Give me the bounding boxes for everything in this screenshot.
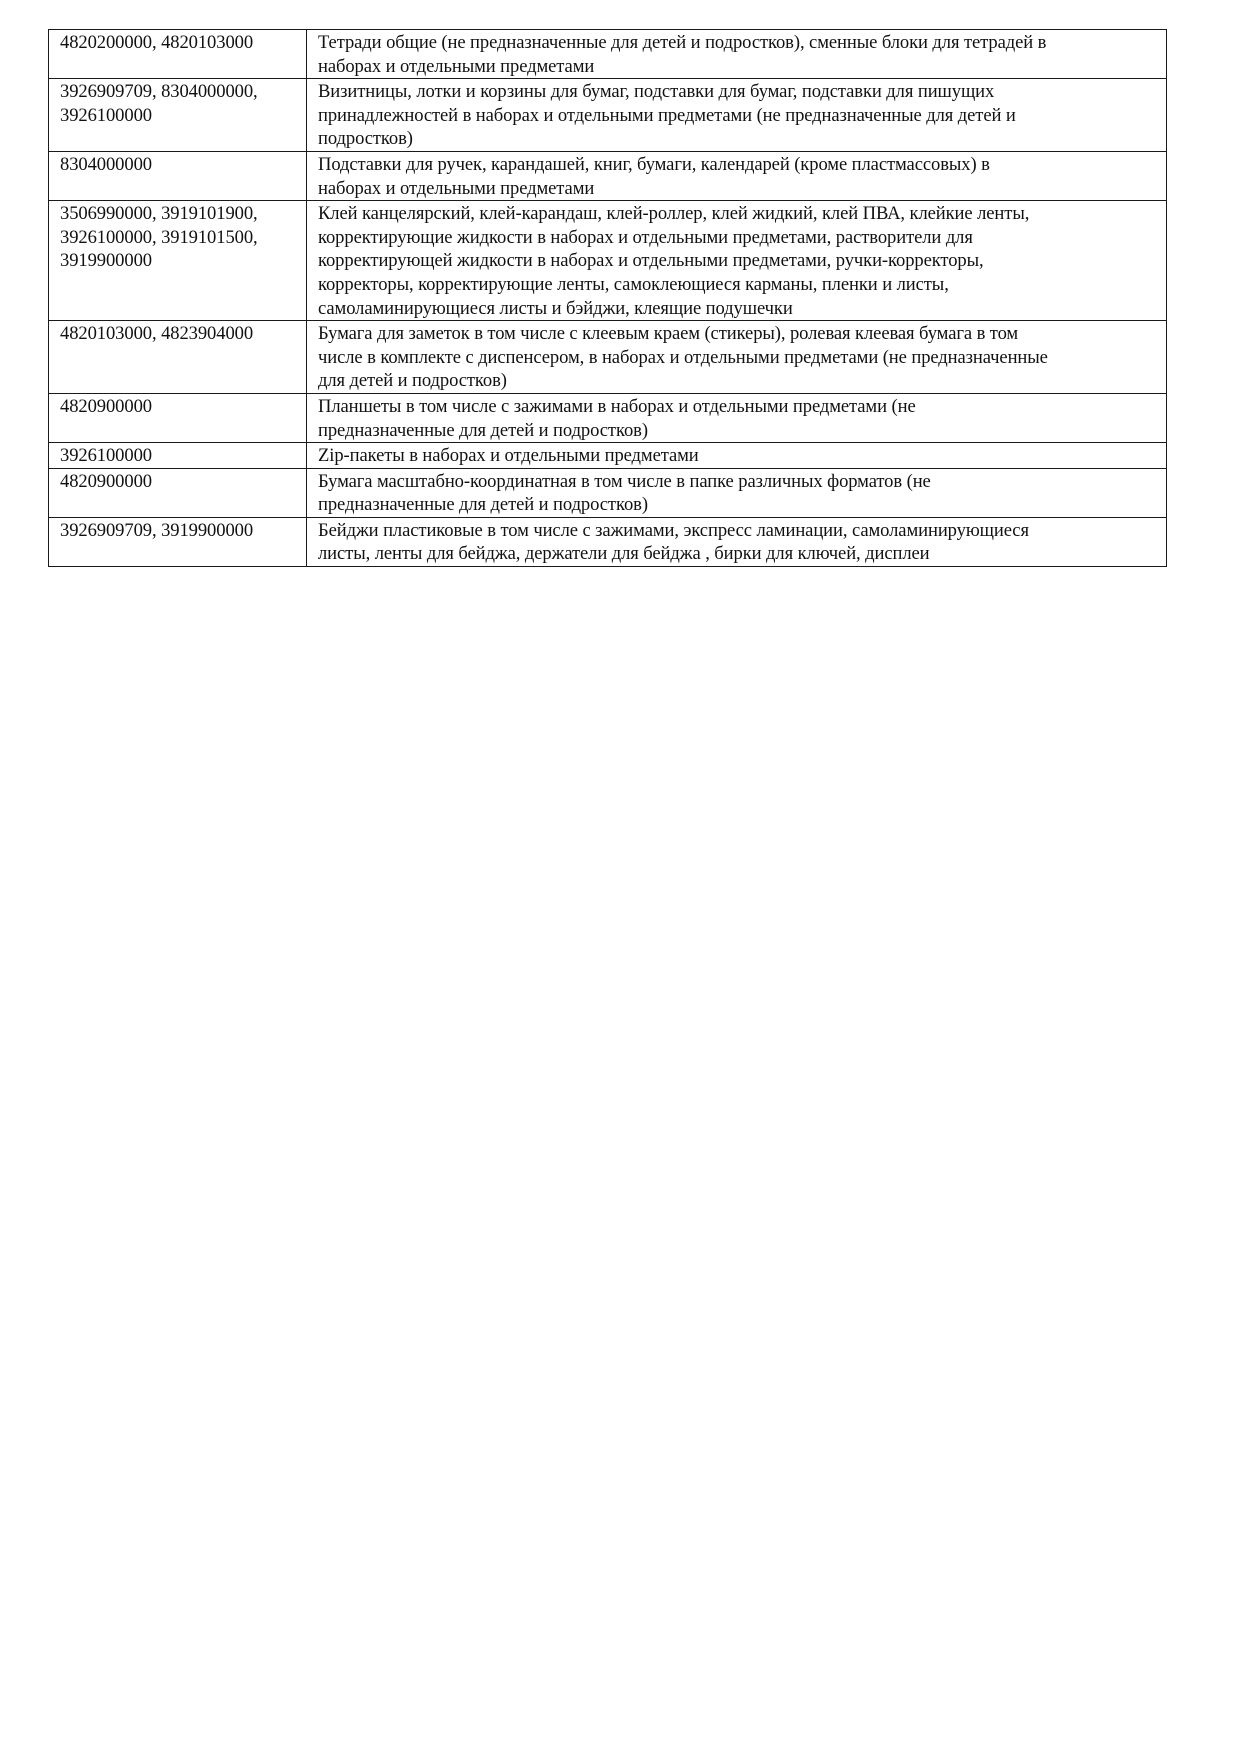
description-cell: Бумага масштабно-координатная в том числе в папке различных форматов (не предназначенные для детей и подростков) [307,468,1167,517]
hs-codes-cell: 4820900000 [49,468,307,517]
description-cell: Тетради общие (не предназначенные для детей и подростков), сменные блоки для тетрадей в наборах и отдельными предметами [307,30,1167,79]
description-cell: Zip-пакеты в наборах и отдельными предметами [307,443,1167,469]
description-cell: Планшеты в том числе с зажимами в наборах и отдельными предметами (не предназначенные для детей и подростков) [307,393,1167,442]
hs-codes-cell: 4820900000 [49,393,307,442]
table-row [49,151,1167,200]
description-cell: Визитницы, лотки и корзины для бумаг, подставки для бумаг, подставки для пишущих принадлежностей в наборах и отдельными предметами (не предназначенные для детей и подростков) [307,79,1167,152]
table-row [49,321,1167,394]
description-cell: Бумага для заметок в том числе с клеевым краем (стикеры), ролевая клеевая бумага в том числе в комплекте с диспенсером, в наборах и отдельными предметами (не предназначенные для детей и подростков) [307,321,1167,394]
table-row [49,30,1167,79]
hs-codes-cell: 8304000000 [49,151,307,200]
hs-codes-cell: 3506990000, 3919101900, 3926100000, 3919101500, 3919900000 [49,201,307,321]
table-row [49,517,1167,566]
description-cell: Бейджи пластиковые в том числе с зажимами, экспресс ламинации, самоламинирующиеся листы, ленты для бейджа, держатели для бейджа , бирки для ключей, дисплеи [307,517,1167,566]
hs-codes-cell: 3926909709, 3919900000 [49,517,307,566]
description-cell: Клей канцелярский, клей-карандаш, клей-роллер, клей жидкий, клей ПВА, клейкие ленты, корректирующие жидкости в наборах и отдельными предметами, растворители для корректирующей жидкости в наборах и отдельными предметами, ручки-корректоры, корректоры, корректирующие ленты, самоклеющиеся карманы, пленки и листы, самоламинирующиеся листы и бэйджи, клеящие подушечки [307,201,1167,321]
hs-codes-cell: 4820103000, 4823904000 [49,321,307,394]
table-row [49,393,1167,442]
hs-codes-cell: 3926100000 [49,443,307,469]
description-cell: Подставки для ручек, карандашей, книг, бумаги, календарей (кроме пластмассовых) в наборах и отдельными предметами [307,151,1167,200]
table-row [49,443,1167,469]
hs-codes-cell: 3926909709, 8304000000, 3926100000 [49,79,307,152]
table-row [49,468,1167,517]
product-codes-table [48,29,1167,567]
table-row [49,79,1167,152]
table-row [49,201,1167,321]
hs-codes-cell: 4820200000, 4820103000 [49,30,307,79]
